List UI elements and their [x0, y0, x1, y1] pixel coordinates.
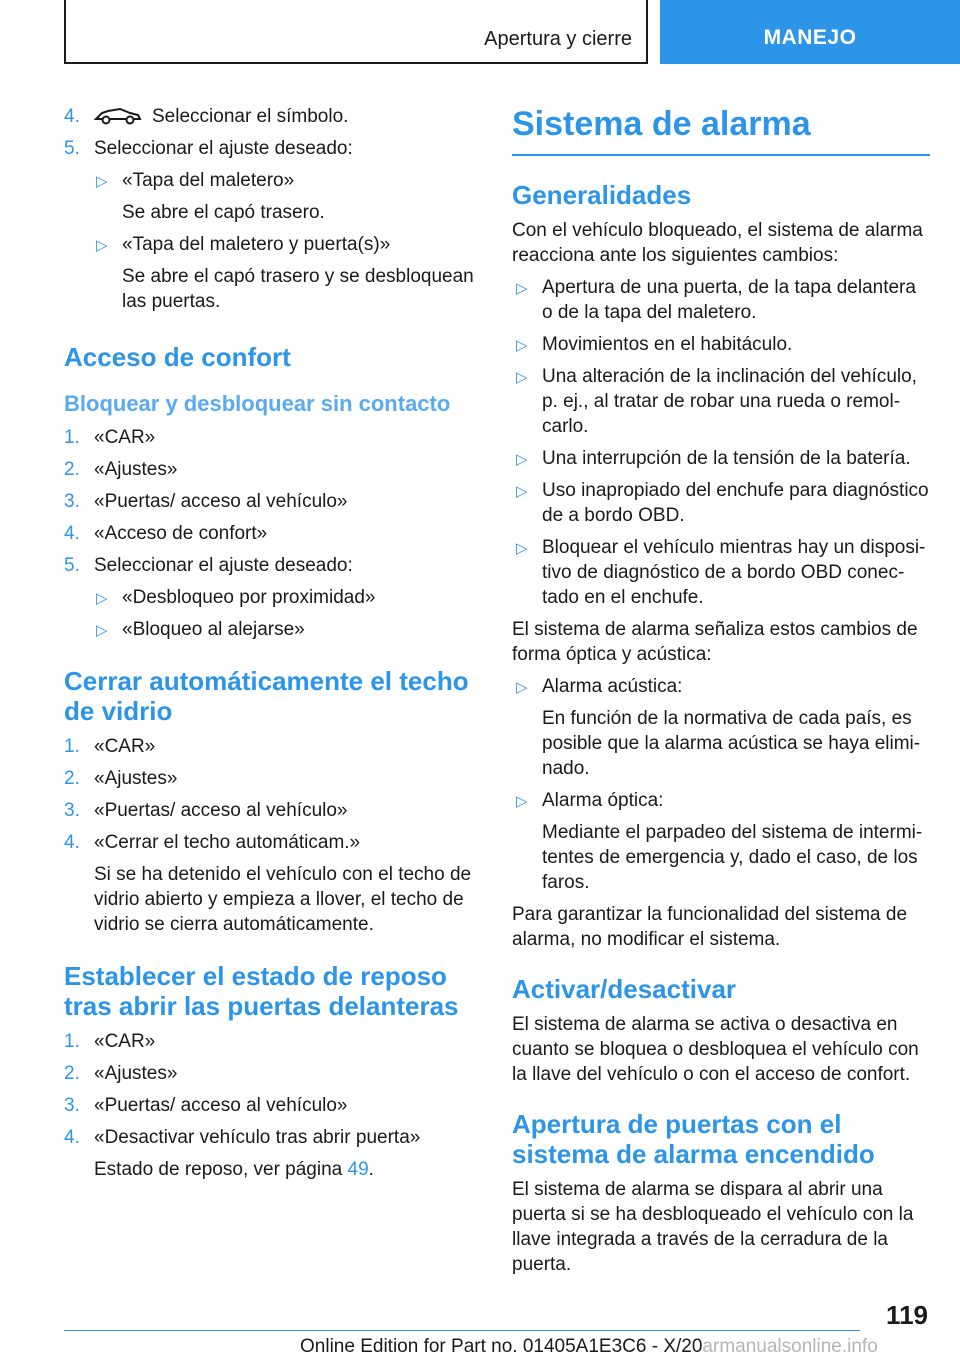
step-item: [64, 1093, 478, 1118]
step-note: [94, 1157, 478, 1182]
step-item: [64, 830, 478, 937]
header-section-title: Apertura y cierre: [484, 28, 632, 50]
list-item-title: Alarma acústica:: [542, 676, 683, 697]
step-number: 1.: [64, 427, 80, 448]
section-heading: Establecer el estado de reposo tras abrir las puertas delanteras: [64, 961, 459, 1021]
list-item-title: Alarma óptica:: [542, 790, 664, 811]
triangle-icon: ▷: [516, 280, 528, 297]
subsection-heading: Bloquear y desbloquear sin contacto: [64, 391, 451, 416]
option-title: «Bloqueo al alejarse»: [122, 619, 305, 640]
step-text: Seleccionar el ajuste deseado:: [94, 555, 353, 576]
list-item-text: Una interrupción de la tensión de la batería.: [542, 448, 911, 469]
step-number: 4.: [64, 1127, 80, 1148]
triangle-icon: ▷: [516, 483, 528, 500]
list-item-text: Movimientos en el habitáculo.: [542, 334, 793, 355]
list-item: [512, 788, 930, 895]
footer-edition: Online Edition for Part no. 01405A1E3C6 - X/20: [300, 1336, 703, 1357]
list-item-desc: En función de la normativa de cada país, es posible que la alarma acústica se haya elimi‐ nado.: [542, 708, 921, 779]
step-item: [64, 766, 478, 791]
triangle-icon: ▷: [516, 451, 528, 468]
list-item: [512, 478, 930, 528]
triangle-icon: ▷: [516, 793, 528, 810]
step-number: 5.: [64, 555, 80, 576]
section-heading: Generalidades: [512, 180, 692, 210]
step-item: [64, 553, 478, 578]
step-text: «Desactivar vehículo tras abrir puerta»: [94, 1127, 421, 1148]
step-item: [64, 1061, 478, 1086]
triangle-icon: ▷: [516, 679, 528, 696]
note-suffix: .: [368, 1159, 374, 1180]
triangle-icon: ▷: [96, 173, 108, 190]
step-item: [64, 521, 478, 546]
step-text: «Puertas/ acceso al vehículo»: [94, 1095, 348, 1116]
paragraph: El sistema de alarma señaliza estos cambios de forma óptica y acústica:: [512, 619, 918, 665]
left-column: [64, 104, 478, 1189]
list-item: [512, 332, 930, 357]
option-desc: Se abre el capó trasero y se desbloquean las puertas.: [122, 266, 474, 312]
step-number: 2.: [64, 459, 80, 480]
section-heading: Activar/desactivar: [512, 974, 737, 1004]
list-item-text: Una alteración de la inclinación del vehículo, p. ej., al tratar de robar una rueda o remol‐ carlo.: [542, 366, 917, 437]
triangle-icon: ▷: [516, 369, 528, 386]
header-tab-label: MANEJO: [763, 26, 857, 49]
list-item-text: Bloquear el vehículo mientras hay un disposi‐ tivo de diagnóstico de a bordo OBD conec‐ tado en el enchufe.: [542, 537, 926, 608]
paragraph: Para garantizar la funcionalidad del sistema de alarma, no modificar el sistema.: [512, 904, 908, 950]
step-text: «Ajustes»: [94, 459, 178, 480]
step-text: «Puertas/ acceso al vehículo»: [94, 491, 348, 512]
option-title: «Tapa del maletero»: [122, 170, 295, 191]
step-number: 1.: [64, 736, 80, 757]
step-text: Seleccionar el ajuste deseado:: [94, 138, 353, 159]
note-prefix: Estado de reposo, ver página: [94, 1159, 348, 1180]
page-number: 119: [886, 1300, 928, 1330]
option-title: «Tapa del maletero y puerta(s)»: [122, 234, 391, 255]
step-text: «Puertas/ acceso al vehículo»: [94, 800, 348, 821]
right-column: [512, 104, 930, 1284]
step-text: «Acceso de confort»: [94, 523, 268, 544]
option-item: [92, 168, 478, 225]
step-number: 1.: [64, 1031, 80, 1052]
step-text: «CAR»: [94, 427, 156, 448]
step-item: [64, 104, 478, 129]
step-item: [64, 798, 478, 823]
step-number: 5.: [64, 138, 80, 159]
page-link[interactable]: 49: [347, 1159, 369, 1180]
step-text: Seleccionar el símbolo.: [152, 106, 349, 127]
step-text: «CAR»: [94, 736, 156, 757]
footer-watermark: armanualsonline.info: [702, 1336, 878, 1357]
step-number: 3.: [64, 1095, 80, 1116]
list-item: [512, 275, 930, 325]
footer-divider: [64, 1330, 860, 1331]
step-item: [64, 1125, 478, 1182]
step-item: [64, 1029, 478, 1054]
paragraph: El sistema de alarma se activa o desactiva en cuanto se bloquea o desbloquea el vehículo con la llave del vehículo o con el acceso de confort.: [512, 1014, 919, 1085]
step-number: 4.: [64, 523, 80, 544]
list-item-text: Apertura de una puerta, de la tapa delantera o de la tapa del maletero.: [542, 277, 916, 323]
list-item-desc: Mediante el parpadeo del sistema de intermi‐ tentes de emergencia y, dado el caso, de los faros.: [542, 822, 923, 893]
step-item: [64, 734, 478, 759]
step-text: «Ajustes»: [94, 768, 178, 789]
footer-text: [300, 1336, 878, 1358]
section-heading: Cerrar automáticamente el techo de vidrio: [64, 666, 469, 726]
paragraph: El sistema de alarma se dispara al abrir una puerta si se ha desbloqueado el vehículo con la llave integrada a través de la cerradura de la puerta.: [512, 1179, 914, 1275]
paragraph: Con el vehículo bloqueado, el sistema de alarma reacciona ante los siguientes cambios:: [512, 220, 923, 266]
step-number: 3.: [64, 491, 80, 512]
section-heading: Acceso de confort: [64, 342, 291, 372]
step-text: «CAR»: [94, 1031, 156, 1052]
title-divider: [512, 154, 930, 156]
page-title: Sistema de alarma: [512, 105, 811, 143]
step-number: 2.: [64, 1063, 80, 1084]
header-section-box: [64, 0, 648, 64]
step-note: Si se ha detenido el vehículo con el techo de vidrio abierto y empieza a llover, el techo de vidrio se cierra automáticamente.: [94, 864, 472, 935]
step-item: [64, 489, 478, 514]
triangle-icon: ▷: [96, 590, 108, 607]
list-item: [512, 364, 930, 439]
triangle-icon: ▷: [516, 540, 528, 557]
option-item: [92, 232, 478, 314]
step-number: 4.: [64, 832, 80, 853]
step-number: 2.: [64, 768, 80, 789]
option-title: «Desbloqueo por proximidad»: [122, 587, 376, 608]
option-item: [92, 585, 478, 610]
step-item: [64, 457, 478, 482]
option-item: [92, 617, 478, 642]
step-text: «Ajustes»: [94, 1063, 178, 1084]
option-desc: Se abre el capó trasero.: [122, 202, 325, 223]
triangle-icon: ▷: [96, 237, 108, 254]
step-number: 3.: [64, 800, 80, 821]
header-tab[interactable]: [660, 0, 960, 64]
car-icon: [94, 105, 142, 125]
list-item: [512, 446, 930, 471]
list-item: [512, 674, 930, 781]
triangle-icon: ▷: [516, 337, 528, 354]
step-item: [64, 425, 478, 450]
step-number: 4.: [64, 106, 80, 127]
section-heading: Apertura de puertas con el sistema de alarma encendido: [512, 1109, 875, 1169]
step-text: «Cerrar el techo automáticam.»: [94, 832, 361, 853]
triangle-icon: ▷: [96, 622, 108, 639]
list-item-text: Uso inapropiado del enchufe para diagnóstico de a bordo OBD.: [542, 480, 929, 526]
step-item: [64, 136, 478, 161]
list-item: [512, 535, 930, 610]
